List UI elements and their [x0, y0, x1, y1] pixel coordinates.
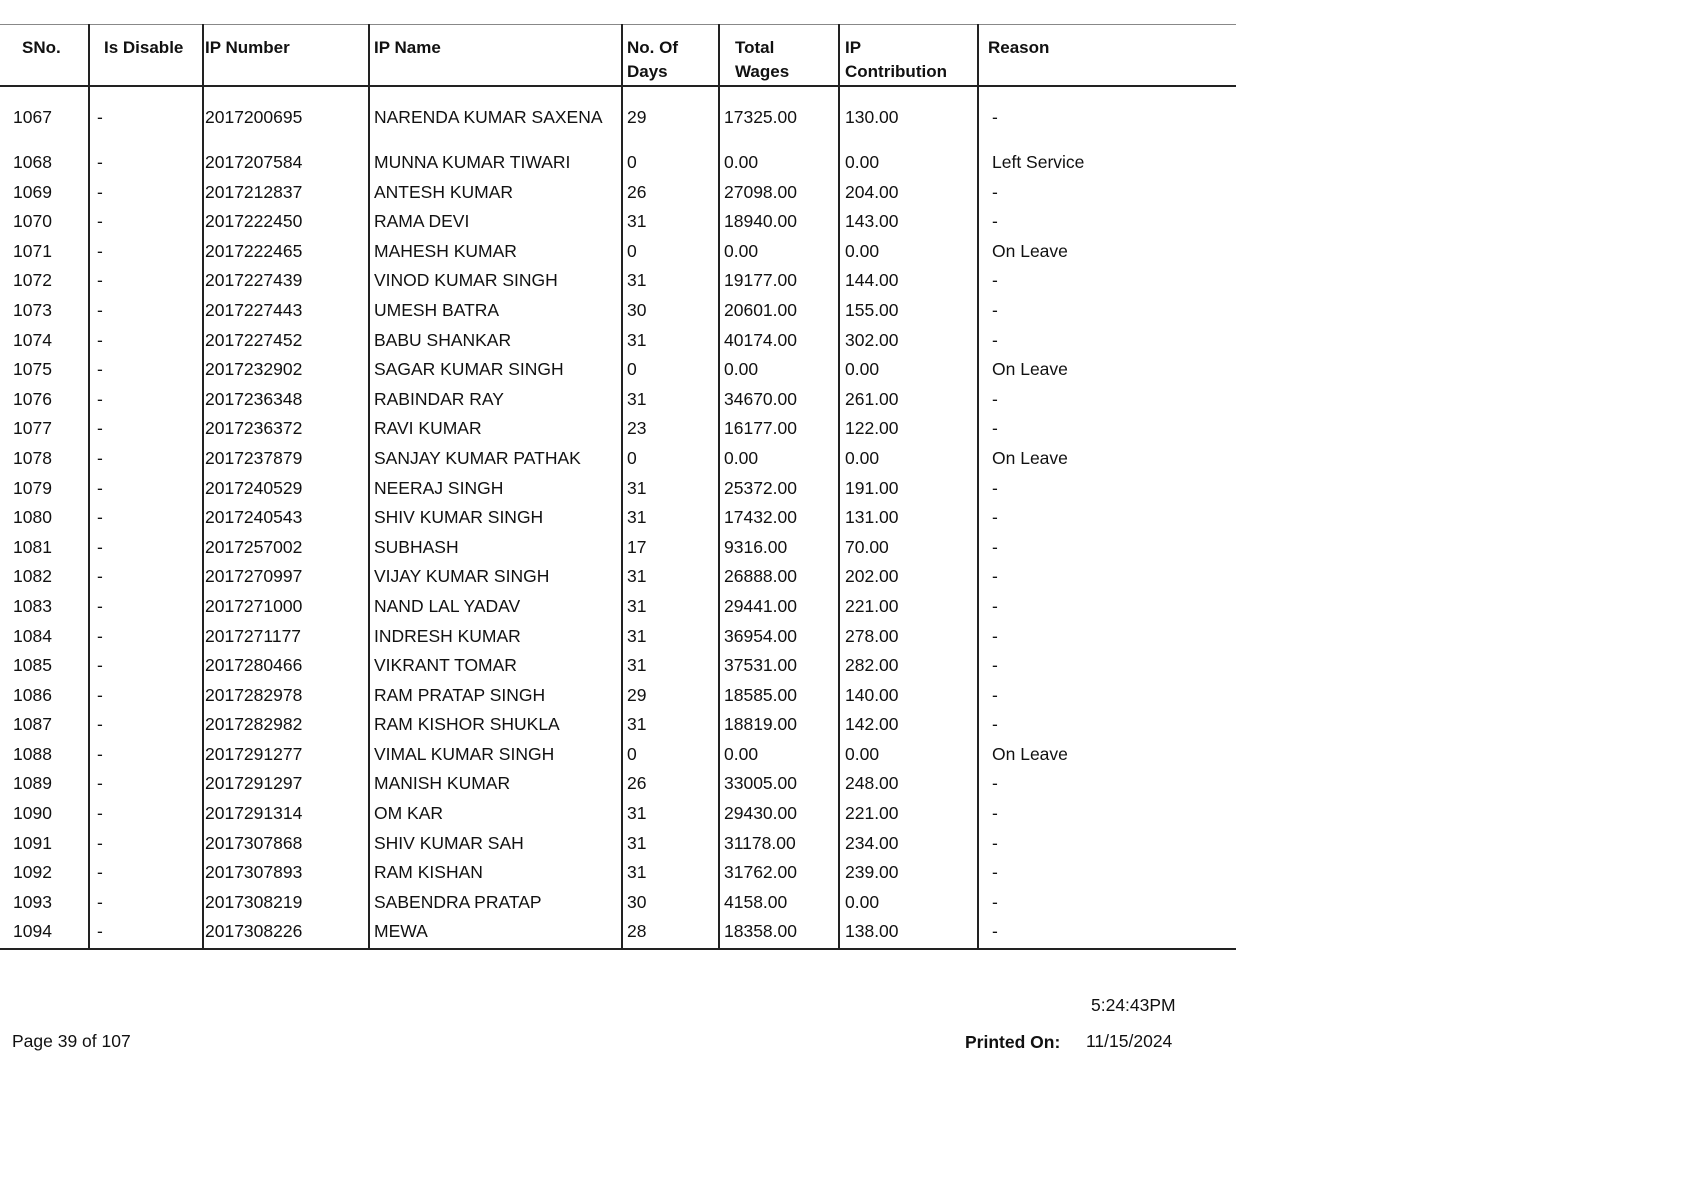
header-sno: SNo. [22, 38, 61, 57]
cell-reason: - [992, 299, 998, 320]
printed-on-label: Printed On: [965, 1032, 1061, 1052]
cell-sno: 1088 [13, 743, 52, 764]
cell-is-disable: - [97, 921, 103, 942]
cell-ip-number: 2017282978 [205, 684, 303, 705]
cell-ip-contribution: 0.00 [845, 743, 880, 764]
cell-ip-name: MUNNA KUMAR TIWARI [374, 152, 571, 172]
cell-ip-contribution: 144.00 [845, 270, 899, 291]
cell-total-wages: 29430.00 [724, 803, 797, 824]
cell-reason: On Leave [992, 240, 1068, 261]
cell-no-of-days: 30 [627, 891, 647, 912]
header-ip-contribution-line1: IP [845, 38, 862, 57]
cell-total-wages: 27098.00 [724, 181, 797, 202]
cell-ip-number: 2017291314 [205, 803, 303, 824]
cell-ip-name: MEWA [374, 921, 428, 942]
cell-ip-name: RABINDAR RAY [374, 388, 504, 409]
cell-no-of-days: 31 [627, 625, 647, 646]
cell-reason: - [992, 107, 998, 127]
table-row [0, 713, 1236, 743]
cell-ip-contribution: 130.00 [845, 107, 899, 127]
cell-reason: - [992, 507, 998, 528]
cell-reason: - [992, 477, 998, 498]
cell-sno: 1089 [13, 773, 52, 794]
cell-ip-name: MAHESH KUMAR [374, 240, 517, 261]
cell-ip-contribution: 0.00 [845, 152, 880, 172]
cell-total-wages: 18358.00 [724, 921, 797, 942]
cell-reason: - [992, 595, 998, 616]
cell-ip-number: 2017207584 [205, 152, 303, 172]
cell-total-wages: 40174.00 [724, 329, 797, 350]
header-ip-name: IP Name [374, 38, 441, 57]
cell-reason: - [992, 566, 998, 587]
cell-sno: 1068 [13, 152, 52, 172]
cell-total-wages: 0.00 [724, 240, 759, 261]
cell-sno: 1081 [13, 536, 52, 557]
cell-sno: 1072 [13, 270, 52, 291]
cell-ip-number: 2017227452 [205, 329, 303, 350]
cell-ip-contribution: 70.00 [845, 536, 889, 557]
cell-sno: 1092 [13, 862, 52, 883]
cell-sno: 1067 [13, 107, 52, 127]
cell-ip-number: 2017240529 [205, 477, 303, 498]
header-reason: Reason [988, 38, 1050, 57]
cell-reason: - [992, 329, 998, 350]
table-row [0, 106, 1236, 151]
cell-total-wages: 0.00 [724, 359, 759, 380]
cell-sno: 1091 [13, 832, 52, 853]
cell-is-disable: - [97, 507, 103, 528]
cell-is-disable: - [97, 832, 103, 853]
cell-reason: - [992, 773, 998, 794]
printed-on-date: 11/15/2024 [1086, 1031, 1173, 1051]
table-row [0, 388, 1236, 418]
cell-total-wages: 0.00 [724, 152, 759, 172]
cell-ip-number: 2017257002 [205, 536, 303, 557]
table-row [0, 684, 1236, 714]
cell-is-disable: - [97, 862, 103, 883]
cell-total-wages: 31178.00 [724, 832, 796, 853]
header-no-of-days-line2: Days [627, 62, 668, 81]
cell-ip-number: 2017232902 [205, 359, 303, 380]
cell-total-wages: 17432.00 [724, 507, 797, 528]
cell-no-of-days: 31 [627, 655, 647, 676]
table-row [0, 299, 1236, 329]
cell-sno: 1070 [13, 211, 52, 232]
cell-is-disable: - [97, 684, 103, 705]
cell-ip-name: RAM KISHOR SHUKLA [374, 714, 560, 735]
cell-ip-number: 2017222450 [205, 211, 303, 232]
cell-total-wages: 33005.00 [724, 773, 797, 794]
cell-reason: - [992, 862, 998, 883]
cell-no-of-days: 26 [627, 773, 647, 794]
cell-ip-contribution: 138.00 [845, 921, 899, 942]
table-row [0, 210, 1236, 240]
cell-no-of-days: 31 [627, 566, 647, 587]
table-row [0, 920, 1236, 950]
cell-ip-contribution: 0.00 [845, 447, 880, 468]
cell-is-disable: - [97, 240, 103, 261]
cell-ip-number: 2017222465 [205, 240, 303, 261]
cell-sno: 1086 [13, 684, 52, 705]
cell-is-disable: - [97, 714, 103, 735]
cell-ip-name: NEERAJ SINGH [374, 477, 504, 498]
cell-ip-number: 2017236348 [205, 388, 303, 409]
table-row [0, 358, 1236, 388]
cell-ip-name: SUBHASH [374, 536, 459, 557]
cell-is-disable: - [97, 388, 103, 409]
cell-sno: 1077 [13, 418, 52, 439]
table-row [0, 536, 1236, 566]
cell-ip-number: 2017240543 [205, 507, 303, 528]
cell-no-of-days: 29 [627, 107, 647, 127]
cell-ip-contribution: 143.00 [845, 211, 899, 232]
cell-ip-contribution: 221.00 [845, 595, 899, 616]
cell-ip-name: BABU SHANKAR [374, 329, 512, 350]
cell-ip-contribution: 122.00 [845, 418, 899, 439]
header-total-wages-line2: Wages [735, 62, 790, 81]
table-row [0, 654, 1236, 684]
cell-ip-number: 2017308226 [205, 921, 303, 942]
cell-ip-name: RAM KISHAN [374, 862, 483, 883]
cell-ip-contribution: 204.00 [845, 181, 899, 202]
cell-ip-contribution: 131.00 [845, 507, 899, 528]
cell-reason: On Leave [992, 743, 1068, 764]
cell-no-of-days: 31 [627, 832, 647, 853]
header-total-wages [735, 36, 789, 84]
cell-sno: 1084 [13, 625, 52, 646]
cell-sno: 1073 [13, 299, 52, 320]
cell-is-disable: - [97, 655, 103, 676]
cell-reason: - [992, 714, 998, 735]
cell-ip-contribution: 302.00 [845, 329, 899, 350]
cell-is-disable: - [97, 329, 103, 350]
cell-no-of-days: 0 [627, 240, 637, 261]
cell-no-of-days: 31 [627, 803, 647, 824]
cell-reason: - [992, 181, 998, 202]
cell-sno: 1074 [13, 329, 52, 350]
cell-is-disable: - [97, 447, 103, 468]
cell-is-disable: - [97, 418, 103, 439]
cell-no-of-days: 29 [627, 684, 647, 705]
cell-total-wages: 17325.00 [724, 107, 797, 127]
cell-reason: - [992, 270, 998, 291]
cell-no-of-days: 23 [627, 418, 647, 439]
cell-sno: 1094 [13, 921, 52, 942]
cell-sno: 1069 [13, 181, 52, 202]
cell-ip-contribution: 261.00 [845, 388, 899, 409]
cell-ip-name: VIMAL KUMAR SINGH [374, 743, 555, 764]
cell-total-wages: 19177.00 [724, 270, 797, 291]
cell-no-of-days: 31 [627, 477, 647, 498]
cell-reason: - [992, 655, 998, 676]
print-time: 5:24:43PM [1091, 995, 1176, 1015]
cell-sno: 1083 [13, 595, 52, 616]
cell-ip-number: 2017270997 [205, 566, 303, 587]
cell-total-wages: 36954.00 [724, 625, 797, 646]
cell-ip-name: VIKRANT TOMAR [374, 655, 517, 676]
table-row [0, 477, 1236, 507]
cell-is-disable: - [97, 803, 103, 824]
cell-ip-number: 2017271000 [205, 595, 303, 616]
cell-total-wages: 18819.00 [724, 714, 797, 735]
table-row [0, 181, 1236, 211]
cell-is-disable: - [97, 773, 103, 794]
cell-ip-number: 2017307893 [205, 862, 303, 883]
cell-is-disable: - [97, 181, 103, 202]
header-bottom-border [0, 85, 1236, 87]
cell-ip-number: 2017307868 [205, 832, 303, 853]
cell-is-disable: - [97, 477, 103, 498]
cell-reason: - [992, 536, 998, 557]
cell-no-of-days: 0 [627, 743, 637, 764]
cell-is-disable: - [97, 566, 103, 587]
table-row [0, 240, 1236, 270]
cell-total-wages: 25372.00 [724, 477, 797, 498]
cell-total-wages: 18940.00 [724, 211, 797, 232]
cell-reason: - [992, 211, 998, 232]
table-row [0, 625, 1236, 655]
table-row [0, 447, 1236, 477]
cell-sno: 1079 [13, 477, 52, 498]
cell-is-disable: - [97, 270, 103, 291]
cell-ip-name: SAGAR KUMAR SINGH [374, 359, 564, 380]
header-ip-contribution-line2: Contribution [845, 62, 947, 81]
cell-ip-number: 2017291277 [205, 743, 303, 764]
table-row [0, 506, 1236, 536]
cell-reason: - [992, 388, 998, 409]
cell-total-wages: 0.00 [724, 447, 759, 468]
header-total-wages-line1: Total [735, 38, 775, 57]
cell-total-wages: 31762.00 [724, 862, 797, 883]
cell-no-of-days: 28 [627, 921, 647, 942]
cell-sno: 1076 [13, 388, 52, 409]
cell-sno: 1087 [13, 714, 52, 735]
cell-sno: 1093 [13, 891, 52, 912]
cell-is-disable: - [97, 536, 103, 557]
cell-ip-contribution: 248.00 [845, 773, 899, 794]
cell-no-of-days: 31 [627, 507, 647, 528]
header-ip-contribution [845, 36, 947, 84]
cell-ip-name: NARENDA KUMAR SAXENA [374, 107, 603, 127]
cell-ip-contribution: 191.00 [845, 477, 899, 498]
cell-sno: 1080 [13, 507, 52, 528]
cell-total-wages: 29441.00 [724, 595, 797, 616]
table-row [0, 802, 1236, 832]
header-no-of-days-line1: No. Of [627, 38, 678, 57]
cell-ip-number: 2017236372 [205, 418, 303, 439]
cell-ip-contribution: 140.00 [845, 684, 899, 705]
cell-no-of-days: 0 [627, 447, 637, 468]
cell-reason: - [992, 684, 998, 705]
cell-ip-contribution: 221.00 [845, 803, 899, 824]
cell-ip-number: 2017200695 [205, 107, 303, 127]
cell-reason: - [992, 803, 998, 824]
cell-no-of-days: 31 [627, 595, 647, 616]
cell-ip-contribution: 0.00 [845, 891, 880, 912]
cell-ip-name: MANISH KUMAR [374, 773, 511, 794]
cell-total-wages: 9316.00 [724, 536, 788, 557]
cell-is-disable: - [97, 299, 103, 320]
cell-total-wages: 34670.00 [724, 388, 797, 409]
cell-total-wages: 0.00 [724, 743, 759, 764]
table-row [0, 891, 1236, 921]
cell-no-of-days: 31 [627, 270, 647, 291]
cell-ip-name: VIJAY KUMAR SINGH [374, 566, 550, 587]
cell-sno: 1071 [13, 240, 52, 261]
cell-ip-name: RAMA DEVI [374, 211, 470, 232]
cell-reason: - [992, 625, 998, 646]
cell-ip-contribution: 0.00 [845, 240, 880, 261]
cell-ip-name: VINOD KUMAR SINGH [374, 270, 558, 291]
cell-ip-contribution: 155.00 [845, 299, 899, 320]
table-row [0, 595, 1236, 625]
cell-no-of-days: 0 [627, 359, 637, 380]
cell-total-wages: 37531.00 [724, 655, 797, 676]
page-number: Page 39 of 107 [12, 1031, 131, 1051]
cell-total-wages: 18585.00 [724, 684, 797, 705]
table-row [0, 832, 1236, 862]
cell-ip-name: SANJAY KUMAR PATHAK [374, 447, 581, 468]
cell-reason: - [992, 418, 998, 439]
cell-no-of-days: 0 [627, 152, 637, 172]
cell-is-disable: - [97, 359, 103, 380]
cell-reason: - [992, 891, 998, 912]
table-row [0, 743, 1236, 773]
cell-sno: 1090 [13, 803, 52, 824]
table-row [0, 151, 1236, 181]
cell-is-disable: - [97, 625, 103, 646]
header-is-disable: Is Disable [104, 38, 184, 57]
cell-no-of-days: 31 [627, 388, 647, 409]
cell-total-wages: 26888.00 [724, 566, 797, 587]
cell-ip-contribution: 282.00 [845, 655, 899, 676]
header-no-of-days [627, 36, 678, 84]
cell-is-disable: - [97, 107, 103, 127]
cell-ip-number: 2017282982 [205, 714, 303, 735]
cell-sno: 1075 [13, 359, 52, 380]
cell-sno: 1078 [13, 447, 52, 468]
cell-reason: On Leave [992, 447, 1068, 468]
table-row [0, 861, 1236, 891]
cell-ip-contribution: 0.00 [845, 359, 880, 380]
cell-ip-contribution: 142.00 [845, 714, 899, 735]
cell-ip-number: 2017227443 [205, 299, 303, 320]
cell-is-disable: - [97, 743, 103, 764]
cell-ip-name: SHIV KUMAR SINGH [374, 507, 544, 528]
cell-ip-number: 2017308219 [205, 891, 303, 912]
header-ip-number: IP Number [205, 38, 290, 57]
cell-ip-number: 2017212837 [205, 181, 303, 202]
cell-ip-number: 2017291297 [205, 773, 303, 794]
cell-ip-number: 2017237879 [205, 447, 303, 468]
cell-total-wages: 4158.00 [724, 891, 788, 912]
cell-ip-number: 2017280466 [205, 655, 303, 676]
cell-sno: 1085 [13, 655, 52, 676]
cell-no-of-days: 26 [627, 181, 647, 202]
cell-ip-number: 2017271177 [205, 625, 302, 646]
table-row [0, 417, 1236, 447]
cell-reason: On Leave [992, 359, 1068, 380]
cell-ip-name: INDRESH KUMAR [374, 625, 521, 646]
cell-ip-contribution: 234.00 [845, 832, 899, 853]
cell-is-disable: - [97, 595, 103, 616]
cell-ip-number: 2017227439 [205, 270, 303, 291]
table-row [0, 772, 1236, 802]
cell-ip-name: SHIV KUMAR SAH [374, 832, 524, 853]
cell-no-of-days: 31 [627, 211, 647, 232]
table-row [0, 565, 1236, 595]
cell-ip-name: OM KAR [374, 803, 444, 824]
cell-reason: - [992, 832, 998, 853]
cell-reason: - [992, 921, 998, 942]
cell-is-disable: - [97, 152, 103, 172]
cell-ip-name: RAM PRATAP SINGH [374, 684, 546, 705]
cell-ip-contribution: 202.00 [845, 566, 899, 587]
cell-no-of-days: 31 [627, 862, 647, 883]
cell-total-wages: 20601.00 [724, 299, 797, 320]
table-body [0, 106, 1236, 950]
table-row [0, 269, 1236, 299]
cell-no-of-days: 31 [627, 714, 647, 735]
cell-reason: Left Service [992, 152, 1085, 172]
cell-sno: 1082 [13, 566, 52, 587]
cell-is-disable: - [97, 211, 103, 232]
cell-ip-name: UMESH BATRA [374, 299, 500, 320]
cell-is-disable: - [97, 891, 103, 912]
table-top-border [0, 24, 1236, 25]
table-row [0, 329, 1236, 359]
cell-no-of-days: 17 [627, 536, 647, 557]
cell-ip-name: ANTESH KUMAR [374, 181, 514, 202]
cell-ip-contribution: 278.00 [845, 625, 899, 646]
cell-ip-contribution: 239.00 [845, 862, 899, 883]
cell-no-of-days: 31 [627, 329, 647, 350]
cell-ip-name: RAVI KUMAR [374, 418, 482, 439]
cell-ip-name: NAND LAL YADAV [374, 595, 521, 616]
cell-no-of-days: 30 [627, 299, 647, 320]
cell-ip-name: SABENDRA PRATAP [374, 891, 542, 912]
cell-total-wages: 16177.00 [724, 418, 797, 439]
